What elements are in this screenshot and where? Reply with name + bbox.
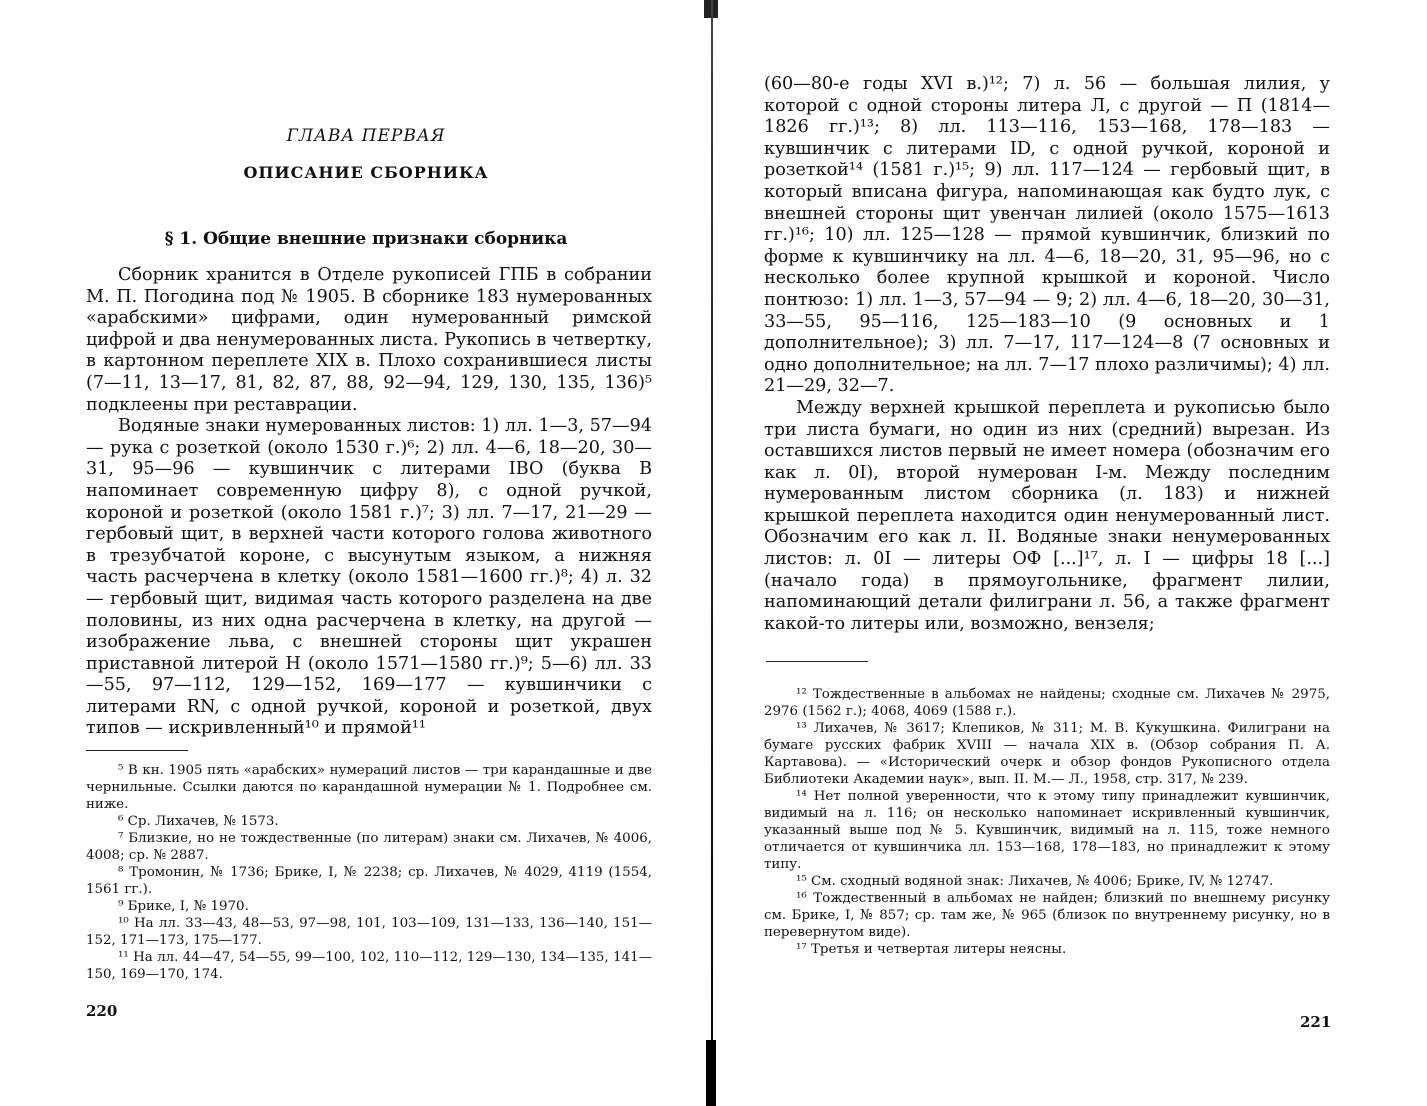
footnote-divider <box>86 750 188 751</box>
footnote: ¹³ Лихачев, № 3617; Клепиков, № 311; М. В. Кукушкина. Филиграни на бумаге русских фабрик XVIII — начала XIX в. (Обзор собрания П. А. Картавова). — «Исторический очерк и обзор фондов Рукописного отдела Библиотеки Академии наук», вып. II. М.— Л., 1958, стр. 317, № 239. <box>764 721 1330 787</box>
footnote: ¹⁵ См. сходный водяной знак: Лихачев, № 4006; Брике, IV, № 12747. <box>796 874 1274 889</box>
spine-shadow-bottom <box>706 1040 716 1106</box>
footnote: ¹² Тождественные в альбомах не найдены; сходные см. Лихачев № 2975, 2976 (1562 г.); 4068, 4069 (1588 г.). <box>764 687 1330 719</box>
footnote: ¹¹ На лл. 44—47, 54—55, 99—100, 102, 110—112, 129—130, 134—135, 141—150, 169—170, 174. <box>86 950 652 982</box>
spine-line <box>711 0 713 1106</box>
page-number: 220 <box>86 1002 118 1020</box>
paragraph: Между верхней крышкой переплета и рукописью было три листа бумаги, но один из них (средний) вырезан. Из оставшихся листов первый не имеет номера (обозначим его как л. 0I), второй нумерован I-м. Между последним нумерованным листом сборника (л. 183) и нижней крышкой переплета находится один ненумерованный лист. Обозначим его как л. II. Водяные знаки ненумерованных листов: л. 0I — литеры ОФ [...]¹⁷, л. I — цифры 18 [...] (начало года) в прямоугольнике, фрагмент лилии, напоминающий детали филиграни л. 56, а также фрагмент какой-то литеры или, возможно, вензеля; <box>764 397 1330 634</box>
footnote: ⁷ Близкие, но не тождественные (по литерам) знаки см. Лихачев, № 4006, 4008; ср. № 2887. <box>86 831 652 863</box>
footnote: ¹⁷ Третья и четвертая литеры неясны. <box>796 942 1067 957</box>
right-body-text <box>764 74 1330 635</box>
paragraph: (60—80-е годы XVI в.)¹²; 7) л. 56 — большая лилия, у которой с одной стороны литера Л, с другой — П (1814—1826 гг.)¹³; 8) лл. 113—116, 153—168, 178—183 — кувшинчик с литерами ID, с одной ручкой, короной и розеткой¹⁴ (1581 г.)¹⁵; 9) лл. 117—124 — гербовый щит, в который вписана фигура, напоминающая как будто лук, с внешней стороны щит увенчан лилией (около 1575—1613 гг.)¹⁶; 10) лл. 125—128 — прямой кувшинчик, близкий по форме к кувшинчику на лл. 4—6, 18—20, 31, 95—96, но с несколько более крупной крышкой и короной. Число понтюзо: 1) лл. 1—3, 57—94 — 9; 2) лл. 4—6, 18—20, 30—31, 33—55, 95—116, 125—183—10 (9 основных и 1 дополнительное); 3) лл. 7—17, 117—124—8 (7 основных и одно дополнительное; на лл. 7—17 плохо различимы); 4) лл. 21—29, 32—7. <box>764 74 1330 397</box>
paragraph: Водяные знаки нумерованных листов: 1) лл. 1—3, 57—94 — рука с розеткой (около 1530 г.)⁶; 2) лл. 4—6, 18—20, 30—31, 95—96 — кувшинчик с литерами IBO (буква В напоминает современную цифру 8), с одной ручкой, короной и розеткой (около 1581 г.)⁷; 3) лл. 7—17, 21—29 — гербовый щит, в верхней части которого голова животного в трезубчатой короне, с высунутым языком, а нижняя часть расчерчена в клетку (около 1581—1600 гг.)⁸; 4) л. 32 — гербовый щит, видимая часть которого разделена на две половины, из них одна расчерчена в клетку, на другой — изображение льва, с внешней стороны щит украшен приставной литерой Н (около 1571—1580 гг.)⁹; 5—6) лл. 33—55, 97—112, 129—152, 169—177 — кувшинчики с литерами RN, с одной ручкой, короной и розеткой, двух типов — искривленный¹⁰ и прямой¹¹ <box>86 416 652 739</box>
left-body-text <box>86 265 652 740</box>
footnote: ⁵ В кн. 1905 пять «арабских» нумераций листов — три карандашные и две чернильные. Ссылки даются по карандашной нумерации № 1. Подробнее см. ниже. <box>86 763 652 812</box>
footnote: ¹⁰ На лл. 33—43, 48—53, 97—98, 101, 103—109, 131—133, 136—140, 151—152, 171—173, 175—177. <box>86 916 652 948</box>
footnote: ¹⁴ Нет полной уверенности, что к этому типу принадлежит кувшинчик, видимый на л. 116; он несколько напоминает искривленный кувшинчик, указанный выше под № 5. Кувшинчик, видимый на л. 115, тоже немного отличается от кувшинчика лл. 153—168, 178—183, но принадлежит к этому типу. <box>764 789 1330 872</box>
footnote: ⁹ Брике, I, № 1970. <box>118 899 249 914</box>
book-spine <box>700 0 722 1106</box>
paragraph: Сборник хранится в Отделе рукописей ГПБ в собрании М. П. Погодина под № 1905. В сборнике 183 нумерованных «арабскими» цифрами, один нумерованный римской цифрой и два ненумерованных листа. Рукопись в четвертку, в картонном переплете XIX в. Плохо сохранившиеся листы (7—11, 13—17, 81, 82, 87, 88, 92—94, 129, 130, 135, 136)⁵ подклеены при реставрации. <box>86 265 652 415</box>
page-number: 221 <box>1300 1013 1332 1031</box>
right-footnotes <box>764 686 1330 958</box>
chapter-label: ГЛАВА ПЕРВАЯ <box>286 126 446 146</box>
left-page <box>0 0 700 1106</box>
section-title: § 1. Общие внешние признаки сборника <box>164 229 568 249</box>
footnote: ¹⁶ Тождественный в альбомах не найден; близкий по внешнему рисунку см. Брике, I, № 857; ср. там же, № 965 (близок по внутреннему рисунку, но в перевернутом виде). <box>764 891 1330 940</box>
chapter-title: ОПИСАНИЕ СБОРНИКА <box>243 163 489 182</box>
footnote: ⁶ Ср. Лихачев, № 1573. <box>118 814 279 829</box>
footnote: ⁸ Тромонин, № 1736; Брике, I, № 2238; ср. Лихачев, № 4029, 4119 (1554, 1561 гг.). <box>86 865 652 897</box>
footnote-divider <box>766 661 868 662</box>
left-footnotes <box>86 762 652 983</box>
